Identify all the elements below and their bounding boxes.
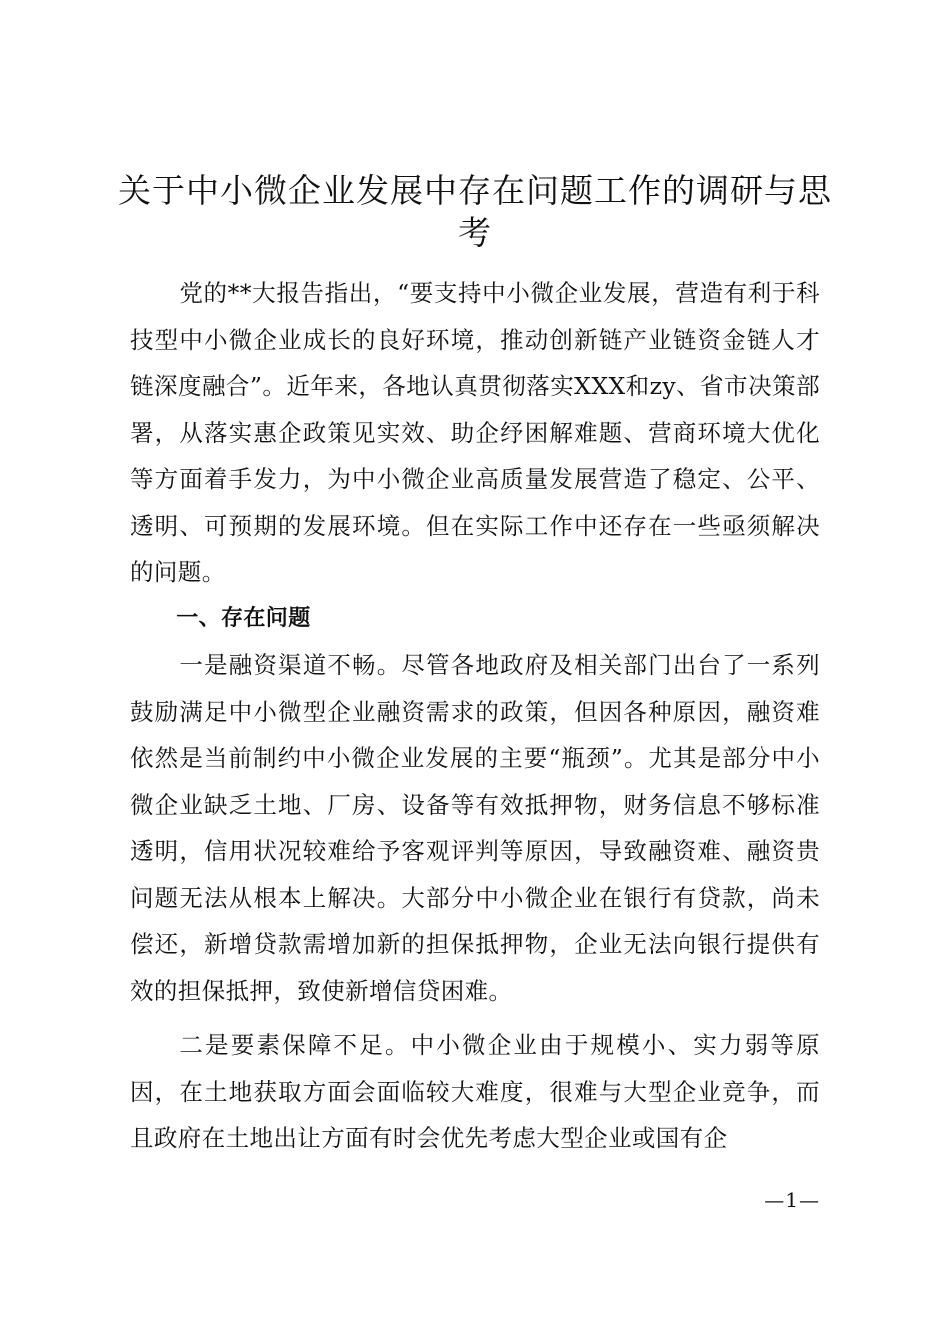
body-paragraph: 二是要素保障不足。中小微企业由于规模小、实力弱等原因，在土地获取方面会面临较大难度，很难与大型企业竞争，而且政府在土地出让方面有时会优先考虑大型企业或国有企 bbox=[130, 1031, 820, 1152]
document-title: 关于中小微企业发展中存在问题工作的调研与思考 bbox=[118, 171, 832, 252]
intro-paragraph: 党的**大报告指出，“要支持中小微企业发展，营造有利于科技型中小微企业成长的良好环境，推动创新链产业链资金链人才链深度融合”。近年来，各地认真贯彻落实XXX和zy、省市决策部署，从落实惠企政策见实效、助企纾困解难题、营商环境大优化等方面着手发力，为中小微企业高质量发展营造了稳定、公平、透明、可预期的发展环境。但在实际工作中还存在一些亟须解决的问题。 bbox=[130, 279, 820, 586]
page-number: —1— bbox=[764, 1188, 820, 1212]
section-heading: 一、存在问题 bbox=[176, 605, 311, 631]
document-body bbox=[130, 270, 820, 1162]
body-paragraph: 一是融资渠道不畅。尽管各地政府及相关部门出台了一系列鼓励满足中小微型企业融资需求的政策，但因各种原因，融资难依然是当前制约中小微企业发展的主要“瓶颈”。尤其是部分中小微企业缺乏土地、厂房、设备等有效抵押物，财务信息不够标准透明，信用状况较难给予客观评判等原因，导致融资难、融资贵问题无法从根本上解决。大部分中小微企业在银行有贷款，尚未偿还，新增贷款需增加新的担保抵押物，企业无法向银行提供有效的担保抵押，致使新增信贷困难。 bbox=[130, 651, 820, 1005]
